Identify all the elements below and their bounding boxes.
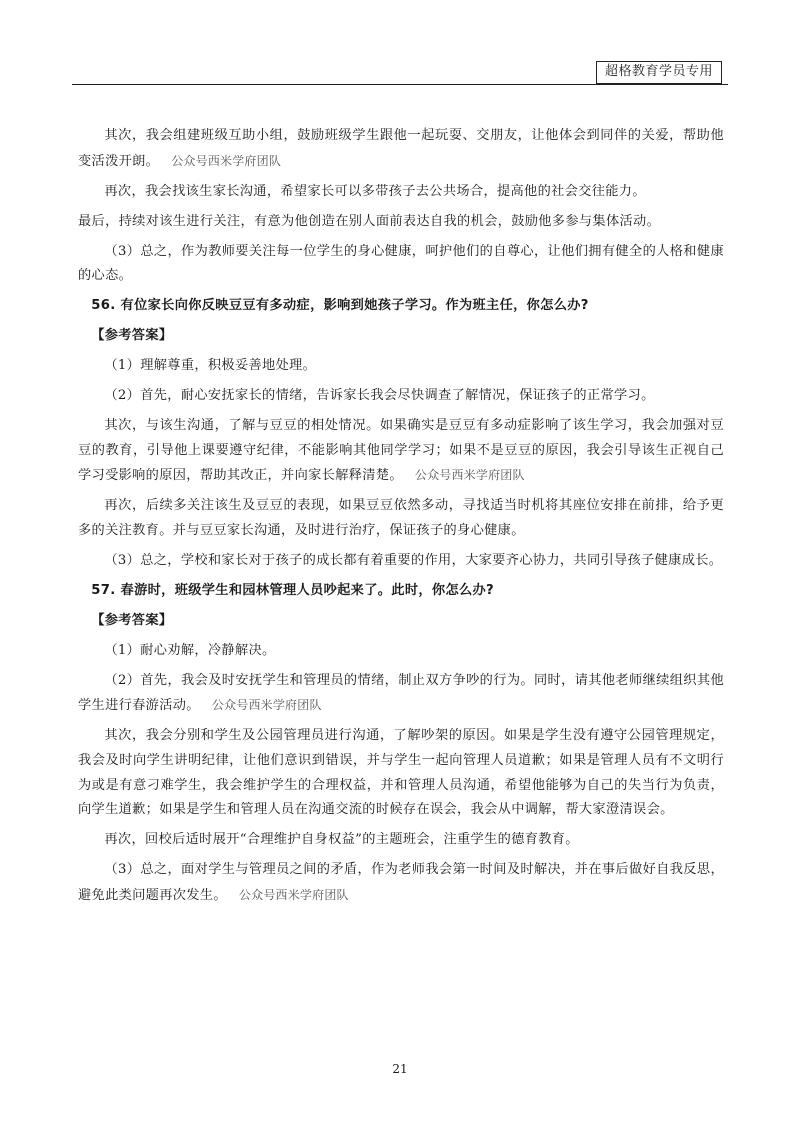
watermark: 公众号西米学府团队 <box>414 468 525 483</box>
paragraph: 其次，与该生沟通，了解与豆豆的相处情况。如果确实是豆豆有多动症影响了该生学习，我会加强对豆豆的教育，引导他上课要遵守纪律，不能影响其他同学学习；如果不是豆豆的原因，我会引导该生正视自己学习受影响的原因，帮助其改正，并向家长解释清楚。 公众号西米学府团队 <box>78 418 724 484</box>
paragraph: （3）总之，学校和家长对于孩子的成长都有着重要的作用，大家要齐心协力，共同引导孩子健康成长。 <box>104 552 723 568</box>
paragraph: 其次，我会组建班级互助小组，鼓励班级学生跟他一起玩耍、交朋友，让他体会到同伴的关爱，帮助他变活泼开朗。 公众号西米学府团队 <box>78 128 724 169</box>
watermark: 公众号西米学府团队 <box>171 153 282 168</box>
header-divider <box>72 84 728 85</box>
watermark: 公众号西米学府团队 <box>211 698 322 713</box>
paragraph: （1）耐心劝解，冷静解决。 <box>104 642 276 658</box>
paragraph: 其次，我会分别和学生及公园管理员进行沟通，了解吵架的原因。如果是学生没有遵守公园管理规定，我会及时向学生讲明纪律，让他们意识到错误，并与学生一起向管理人员道歉；如果是管理人员有不文明行为或是有意刁难学生，我会维护学生的合理权益，并和管理人员沟通，希望他能够为自己的失当行为负责，向学生道歉；如果是学生和管理人员在沟通交流的时候存在误会，我会从中调解，帮大家澄清误会。 <box>78 728 724 818</box>
paragraph: 再次，后续多关注该生及豆豆的表现，如果豆豆依然多动，寻找适当时机将其座位安排在前排，给予更多的关注教育。并与豆豆家长沟通，及时进行治疗，保证孩子的身心健康。 <box>78 498 724 538</box>
page-number: 21 <box>392 1062 408 1076</box>
paragraph: （2）首先，耐心安抚家长的情绪，告诉家长我会尽快调查了解情况，保证孩子的正常学习。 <box>104 388 655 404</box>
question-heading-56: 56. 有位家长向你反映豆豆有多动症，影响到她孩子学习。作为班主任，你怎么办? <box>91 298 589 314</box>
paragraph: 最后，持续对该生进行关注，有意为他创造在别人面前表达自我的机会，鼓励他多参与集体活动。 <box>78 213 661 229</box>
paragraph: （1）理解尊重，积极妥善地处理。 <box>104 358 317 374</box>
paragraph: （3）总之，面对学生与管理员之间的矛盾，作为老师我会第一时间及时解决，并在事后做好自我反思，避免此类问题再次发生。 公众号西米学府团队 <box>78 862 724 903</box>
paragraph: 再次，回校后适时展开“合理维护自身权益”的主题班会，注重学生的德育教育。 <box>104 832 579 848</box>
watermark: 公众号西米学府团队 <box>238 887 349 902</box>
paragraph: （3）总之，作为教师要关注每一位学生的身心健康，呵护他们的自尊心，让他们拥有健全的人格和健康的心态。 <box>78 243 724 284</box>
header-label: 超格教育学员专用 <box>596 61 722 84</box>
document-body <box>78 124 724 914</box>
question-heading-57: 57. 春游时，班级学生和园林管理人员吵起来了。此时，你怎么办? <box>91 582 495 598</box>
paragraph: （2）首先，我会及时安抚学生和管理员的情绪，制止双方争吵的行为。同时，请其他老师继续组织其他学生进行春游活动。 公众号西米学府团队 <box>78 672 724 714</box>
answer-label: 【参考答案】 <box>91 612 173 628</box>
answer-label: 【参考答案】 <box>91 328 173 344</box>
paragraph: 再次，我会找该生家长沟通，希望家长可以多带孩子去公共场合，提高他的社会交往能力。 <box>104 183 646 199</box>
